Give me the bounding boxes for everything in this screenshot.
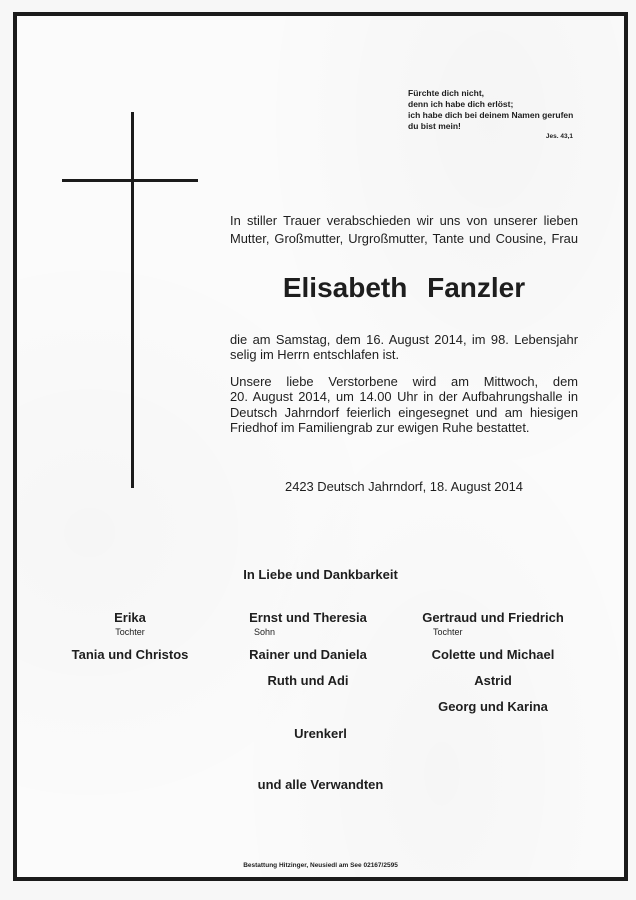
funeral-paragraph <box>230 374 578 435</box>
family-name: Erika <box>114 610 146 625</box>
family-member: Georg und Karina <box>438 699 548 714</box>
intro-paragraph <box>230 212 578 248</box>
deceased-name: Elisabeth Fanzler <box>282 272 526 303</box>
death-line: die am Samstag, dem 16. August 2014, im 98. Lebensjahr <box>230 332 578 347</box>
family-relation: Tochter <box>115 627 145 637</box>
place-and-date: 2423 Deutsch Jahrndorf, 18. August 2014 <box>285 479 523 494</box>
family-member: Tania und Christos <box>71 647 189 662</box>
cross-icon <box>62 112 198 488</box>
cross-vertical-beam <box>131 112 134 488</box>
family-column <box>233 610 383 699</box>
funeral-line: Friedhof im Familiengrab zur ewigen Ruhe bestattet. <box>230 419 530 435</box>
death-paragraph <box>230 332 578 362</box>
family-name: Gertraud und Friedrich <box>422 610 564 625</box>
family-member: Colette und Michael <box>431 647 555 662</box>
verse-line: Fürchte dich nicht, <box>408 88 485 98</box>
great-grandchildren-label: Urenkerl <box>294 726 347 741</box>
death-line: selig im Herrn entschlafen ist. <box>230 347 400 362</box>
funeral-line: 20. August 2014, um 14.00 Uhr in der Aufbahrungshalle in <box>230 389 578 405</box>
family-member: Astrid <box>474 673 512 688</box>
relatives-label: und alle Verwandten <box>257 777 384 792</box>
family-relation: Tochter <box>433 627 463 637</box>
family-relation: Sohn <box>254 627 276 637</box>
family-member: Rainer und Daniela <box>249 647 367 662</box>
family-column <box>418 610 568 725</box>
family-members <box>233 647 383 689</box>
family-members <box>418 647 568 715</box>
funeral-line: Unsere liebe Verstorbene wird am Mittwoch, dem <box>230 374 578 389</box>
verse-line: ich habe dich bei deinem Namen gerufen <box>408 110 574 120</box>
gratitude-heading: In Liebe und Dankbarkeit <box>243 567 398 582</box>
family-column <box>55 610 205 673</box>
funeral-line: Deutsch Jahrndorf feierlich eingesegnet und am hiesigen <box>230 404 578 420</box>
cross-horizontal-beam <box>62 179 198 182</box>
family-member: Ruth und Adi <box>267 673 349 688</box>
verse-line: denn ich habe dich erlöst; <box>408 99 514 109</box>
verse-reference: Jes. 43,1 <box>545 133 573 140</box>
intro-line: In stiller Trauer verabschieden wir uns von unserer lieben <box>230 213 578 228</box>
family-members <box>55 647 205 663</box>
funeral-home-footer: Bestattung Hitzinger, Neusiedl am See 02167/2595 <box>243 862 398 869</box>
verse-line: du bist mein! <box>408 121 461 131</box>
intro-line: Mutter, Großmutter, Urgroßmutter, Tante und Cousine, Frau <box>230 231 578 246</box>
bible-verse <box>408 88 580 132</box>
family-name: Ernst und Theresia <box>249 610 367 625</box>
